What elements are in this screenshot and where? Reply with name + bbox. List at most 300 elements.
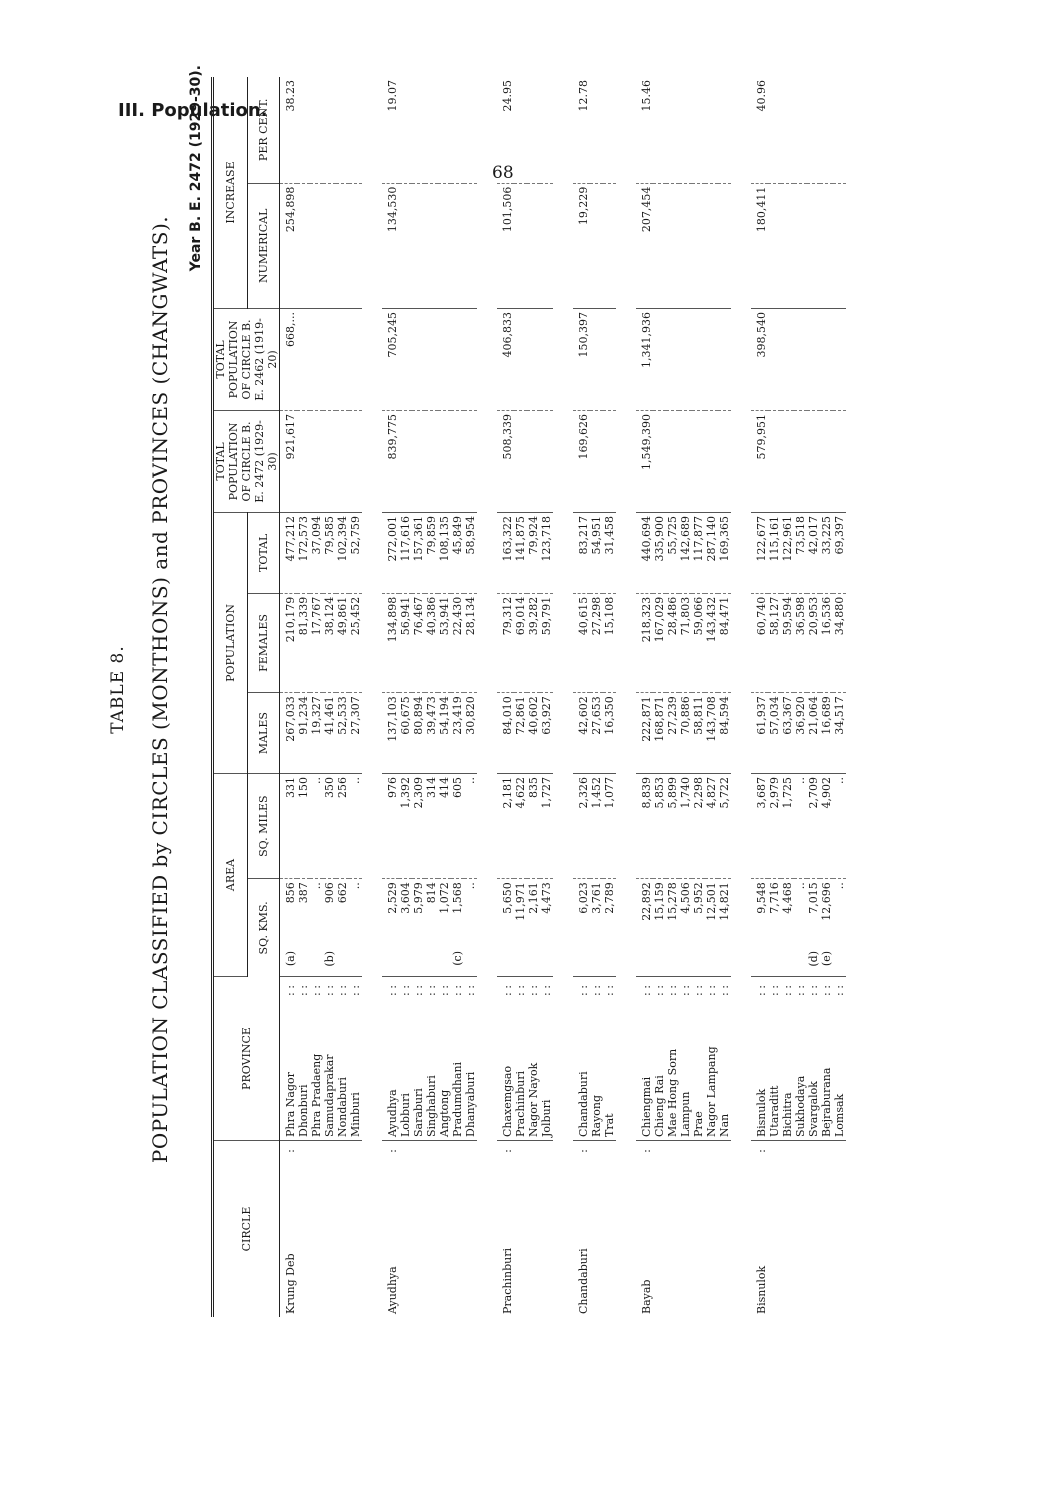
leader-dots: : : — [807, 985, 820, 996]
footnote-mark — [653, 948, 666, 977]
population-males: 60,675 — [399, 693, 412, 774]
province-name: Prae — [692, 999, 705, 1141]
area-sq-kms: .. — [794, 882, 807, 890]
footnote-mark — [310, 948, 323, 977]
increase-numerical: 134,530 — [382, 183, 477, 308]
area-sq-kms: 1,072 — [438, 882, 451, 914]
province-name: Chieng Rai — [653, 999, 666, 1141]
footnote-mark — [464, 948, 477, 977]
leader-dots: : : — [679, 985, 692, 996]
population-females: 15,108 — [603, 593, 616, 693]
area-sq-miles: .. — [349, 773, 362, 878]
increase-per-cent: 24.95 — [497, 77, 553, 183]
population-males: 39,473 — [425, 693, 438, 774]
population-females: 81,339 — [297, 593, 310, 693]
table-row — [636, 77, 653, 1317]
population-males: 168,871 — [653, 693, 666, 774]
leader-dots: : — [386, 1149, 399, 1153]
population-females: 79,312 — [497, 593, 514, 693]
circle-total-2462: 668,... — [280, 308, 363, 410]
header-per-cent: PER CENT. — [247, 77, 279, 183]
increase-per-cent: 12.78 — [573, 77, 616, 183]
leader-dots: : : — [349, 985, 362, 996]
province-name: Minburi — [349, 999, 362, 1141]
area-sq-miles: 976 — [382, 773, 399, 878]
population-total: 115,161 — [768, 512, 781, 593]
area-sq-kms: 14,821 — [718, 882, 731, 921]
population-males: 40,602 — [527, 693, 540, 774]
area-sq-kms: 7,015 — [807, 882, 820, 914]
area-sq-miles: .. — [464, 773, 477, 878]
header-total: TOTAL — [247, 512, 279, 593]
province-name: Rayong — [590, 999, 603, 1141]
area-sq-kms: 5,650 — [501, 882, 514, 914]
circle-name: Krung Deb — [284, 1253, 297, 1314]
population-total: 123,718 — [540, 512, 553, 593]
population-males: 137,103 — [382, 693, 399, 774]
area-sq-miles: 2,309 — [412, 773, 425, 878]
province-name: Trat — [603, 999, 616, 1141]
leader-dots: : : — [310, 985, 323, 996]
circle-total-2462: 150,397 — [573, 308, 616, 410]
population-total: 141,875 — [514, 512, 527, 593]
group-separator — [731, 77, 751, 1317]
area-sq-kms: 4,468 — [781, 882, 794, 914]
header-increase: INCREASE — [213, 77, 248, 308]
population-males: 63,927 — [540, 693, 553, 774]
footnote-mark — [636, 948, 653, 977]
population-total: 54,951 — [590, 512, 603, 593]
population-females: 69,014 — [514, 593, 527, 693]
area-sq-miles: 605 — [451, 773, 464, 878]
population-males: 222,871 — [636, 693, 653, 774]
leader-dots: : : — [603, 985, 616, 996]
population-females: 84,471 — [718, 593, 731, 693]
header-sq-miles: SQ. MILES — [247, 773, 279, 878]
area-sq-miles: 4,902 — [820, 773, 833, 878]
province-name: Ayudhya — [382, 999, 399, 1141]
area-sq-miles: 350 — [323, 773, 336, 878]
population-females: 59,594 — [781, 593, 794, 693]
population-females: 39,282 — [527, 593, 540, 693]
leader-dots: : : — [451, 985, 464, 996]
footnote-mark — [349, 948, 362, 977]
population-total: 52,759 — [349, 512, 362, 593]
province-name: Nagor Nayok — [527, 999, 540, 1141]
footnote-mark — [336, 948, 349, 977]
province-name: Nagor Lampang — [705, 999, 718, 1141]
footnote-mark — [540, 948, 553, 977]
table-row — [280, 77, 298, 1317]
area-sq-kms: 662 — [336, 882, 349, 904]
area-sq-kms: 2,789 — [603, 882, 616, 914]
circle-total-2462: 398,540 — [751, 308, 846, 410]
rotated-table-block — [103, 57, 903, 1322]
province-name: Singhaburi — [425, 999, 438, 1141]
population-females: 60,740 — [751, 593, 768, 693]
year-note: Year B. E. 2472 (1929-30). — [188, 65, 204, 272]
population-males: 16,689 — [820, 693, 833, 774]
province-name: Phra Nagor — [280, 999, 298, 1141]
leader-dots: : : — [794, 985, 807, 996]
area-sq-kms: 9,548 — [755, 882, 768, 914]
circle-total-2462: 1,341,936 — [636, 308, 731, 410]
province-name: Samudaprakar — [323, 999, 336, 1141]
population-females: 28,134 — [464, 593, 477, 693]
footnote-mark — [573, 948, 590, 977]
population-males: 58,811 — [692, 693, 705, 774]
leader-dots: : : — [297, 985, 310, 996]
footnote-mark — [603, 948, 616, 977]
header-area: AREA — [213, 773, 248, 976]
leader-dots: : : — [284, 985, 297, 996]
header-province: PROVINCE — [213, 977, 280, 1141]
province-name: Chiengmai — [636, 999, 653, 1141]
increase-numerical: 180,411 — [751, 183, 846, 308]
area-sq-miles: 1,452 — [590, 773, 603, 878]
footnote-mark — [514, 948, 527, 977]
population-males: 143,708 — [705, 693, 718, 774]
population-females: 134,898 — [382, 593, 399, 693]
leader-dots: : : — [577, 985, 590, 996]
header-females: FEMALES — [247, 593, 279, 693]
population-total: 45,849 — [451, 512, 464, 593]
population-females: 56,941 — [399, 593, 412, 693]
area-sq-miles: 2,181 — [497, 773, 514, 878]
province-name: Dhonburi — [297, 999, 310, 1141]
circle-total-2472: 921,617 — [280, 410, 363, 512]
province-name: Bejraburana — [820, 999, 833, 1141]
population-total: 33,225 — [820, 512, 833, 593]
population-total: 69,397 — [833, 512, 846, 593]
population-females: 59,791 — [540, 593, 553, 693]
area-sq-miles: 2,326 — [573, 773, 590, 878]
population-females: 40,615 — [573, 593, 590, 693]
leader-dots: : : — [527, 985, 540, 996]
header-population: POPULATION — [213, 512, 248, 773]
leader-dots: : — [284, 1149, 297, 1153]
circle-name: Bayab — [640, 1279, 653, 1314]
leader-dots: : : — [820, 985, 833, 996]
leader-dots: : : — [692, 985, 705, 996]
circle-name: Bisnulok — [755, 1265, 768, 1314]
population-females: 16,536 — [820, 593, 833, 693]
footnote-mark — [692, 948, 705, 977]
population-males: 91,234 — [297, 693, 310, 774]
population-females: 40,386 — [425, 593, 438, 693]
province-name: Sukhodaya — [794, 999, 807, 1141]
leader-dots: : : — [514, 985, 527, 996]
population-males: 27,307 — [349, 693, 362, 774]
population-males: 70,886 — [679, 693, 692, 774]
footnote-mark — [297, 948, 310, 977]
leader-dots: : : — [833, 985, 846, 996]
population-males: 34,517 — [833, 693, 846, 774]
leader-dots: : : — [768, 985, 781, 996]
area-sq-miles: 835 — [527, 773, 540, 878]
population-males: 36,920 — [794, 693, 807, 774]
group-separator — [362, 77, 382, 1317]
footnote-mark — [794, 948, 807, 977]
population-females: 20,953 — [807, 593, 820, 693]
area-sq-miles: 4,622 — [514, 773, 527, 878]
population-total: 102,394 — [336, 512, 349, 593]
area-sq-miles: 8,839 — [636, 773, 653, 878]
separator-cell — [731, 77, 751, 1317]
province-name: Svargalok — [807, 999, 820, 1141]
population-males: 41,461 — [323, 693, 336, 774]
leader-dots: : : — [781, 985, 794, 996]
area-sq-miles: 1,727 — [540, 773, 553, 878]
area-sq-miles: 1,077 — [603, 773, 616, 878]
province-name: Utaraditt — [768, 999, 781, 1141]
province-name: Pradumdhani — [451, 999, 464, 1141]
population-males: 27,239 — [666, 693, 679, 774]
footnote-mark — [666, 948, 679, 977]
area-sq-kms: .. — [310, 882, 323, 890]
population-total: 287,140 — [705, 512, 718, 593]
footnote-mark — [425, 948, 438, 977]
table-row — [497, 77, 514, 1317]
population-males: 72,861 — [514, 693, 527, 774]
province-name: Nan — [718, 999, 731, 1141]
footnote-mark: (d) — [807, 948, 820, 977]
footnote-mark — [705, 948, 718, 977]
area-sq-kms: 856 — [284, 882, 297, 904]
group-separator — [477, 77, 497, 1317]
population-males: 84,594 — [718, 693, 731, 774]
population-total: 42,017 — [807, 512, 820, 593]
footnote-mark — [833, 948, 846, 977]
population-males: 30,820 — [464, 693, 477, 774]
header-males: MALES — [247, 693, 279, 774]
increase-per-cent: 19.07 — [382, 77, 477, 183]
population-total: 122,677 — [751, 512, 768, 593]
population-females: 36,598 — [794, 593, 807, 693]
footnote-mark — [527, 948, 540, 977]
population-total: 157,361 — [412, 512, 425, 593]
population-males: 42,602 — [573, 693, 590, 774]
area-sq-kms: 12,696 — [820, 882, 833, 921]
circle-total-2472: 839,775 — [382, 410, 477, 512]
footnote-mark — [438, 948, 451, 977]
leader-dots: : : — [590, 985, 603, 996]
table-row — [751, 77, 768, 1317]
table-title: POPULATION CLASSIFIED by CIRCLES (MONTHONS) and PROVINCES (CHANGWATS). — [148, 215, 172, 1164]
population-males: 27,653 — [590, 693, 603, 774]
area-sq-kms: 1,568 — [451, 882, 464, 914]
area-sq-miles: 3,687 — [751, 773, 768, 878]
population-males: 52,533 — [336, 693, 349, 774]
circle-total-2472: 508,339 — [497, 410, 553, 512]
leader-dots: : : — [540, 985, 553, 996]
circle-total-2462: 406,833 — [497, 308, 553, 410]
group-separator — [616, 77, 636, 1317]
circle-name: Prachinburi — [501, 1248, 514, 1314]
footnote-mark — [751, 948, 768, 977]
area-sq-kms: 15,159 — [653, 882, 666, 921]
area-sq-kms: 15,278 — [666, 882, 679, 921]
population-females: 22,430 — [451, 593, 464, 693]
footnote-mark: (a) — [280, 948, 298, 977]
leader-dots: : : — [412, 985, 425, 996]
footnote-mark — [718, 948, 731, 977]
header-circle: CIRCLE — [213, 1141, 280, 1318]
province-name: Dhanyaburi — [464, 999, 477, 1141]
population-total: 83,217 — [573, 512, 590, 593]
table-row — [382, 77, 399, 1317]
header-total-2472: TOTAL POPULATION OF CIRCLE B. E. 2472 (1929-30) — [213, 410, 280, 512]
leader-dots: : : — [705, 985, 718, 996]
area-sq-miles: 4,827 — [705, 773, 718, 878]
increase-numerical: 207,454 — [636, 183, 731, 308]
population-females: 27,298 — [590, 593, 603, 693]
area-sq-kms: 3,604 — [399, 882, 412, 914]
population-males: 57,034 — [768, 693, 781, 774]
area-sq-kms: 7,716 — [768, 882, 781, 914]
area-sq-kms: .. — [349, 882, 362, 890]
table-row — [573, 77, 590, 1317]
footnote-mark — [679, 948, 692, 977]
circle-total-2472: 1,549,390 — [636, 410, 731, 512]
leader-dots: : — [640, 1149, 653, 1153]
population-females: 34,880 — [833, 593, 846, 693]
population-total: 79,859 — [425, 512, 438, 593]
province-name: Chandaburi — [573, 999, 590, 1141]
area-sq-miles: 5,853 — [653, 773, 666, 878]
leader-dots: : : — [438, 985, 451, 996]
population-males: 21,064 — [807, 693, 820, 774]
area-sq-miles: 1,725 — [781, 773, 794, 878]
circle-name: Chandaburi — [577, 1248, 590, 1314]
table-body — [280, 77, 847, 1317]
population-total: 163,322 — [497, 512, 514, 593]
footnote-mark — [781, 948, 794, 977]
area-sq-miles: 1,392 — [399, 773, 412, 878]
area-sq-kms: 3,761 — [590, 882, 603, 914]
leader-dots: : : — [425, 985, 438, 996]
province-name: Prachinburi — [514, 999, 527, 1141]
area-sq-kms: 6,023 — [577, 882, 590, 914]
leader-dots: : : — [464, 985, 477, 996]
province-name: Lobburi — [399, 999, 412, 1141]
footnote-mark — [412, 948, 425, 977]
leader-dots: : : — [501, 985, 514, 996]
leader-dots: : : — [755, 985, 768, 996]
population-females: 71,803 — [679, 593, 692, 693]
increase-numerical: 19,229 — [573, 183, 616, 308]
population-females: 143,432 — [705, 593, 718, 693]
leader-dots: : : — [666, 985, 679, 996]
population-total: 58,954 — [464, 512, 477, 593]
population-females: 28,486 — [666, 593, 679, 693]
footnote-mark: (c) — [451, 948, 464, 977]
section-title: III. Population. — [118, 100, 268, 121]
leader-dots: : : — [336, 985, 349, 996]
population-females: 58,127 — [768, 593, 781, 693]
population-females: 76,467 — [412, 593, 425, 693]
population-total: 37,094 — [310, 512, 323, 593]
separator-cell — [616, 77, 636, 1317]
header-total-2462: TOTAL POPULATION OF CIRCLE B. E. 2462 (1919-20) — [213, 308, 280, 410]
population-males: 80,894 — [412, 693, 425, 774]
population-males: 16,350 — [603, 693, 616, 774]
province-name: Lampun — [679, 999, 692, 1141]
population-females: 167,029 — [653, 593, 666, 693]
area-sq-miles: 1,740 — [679, 773, 692, 878]
area-sq-kms: 12,501 — [705, 882, 718, 921]
population-females: 38,124 — [323, 593, 336, 693]
area-sq-miles: 2,979 — [768, 773, 781, 878]
circle-total-2462: 705,245 — [382, 308, 477, 410]
area-sq-miles: 314 — [425, 773, 438, 878]
increase-per-cent: 38.23 — [280, 77, 363, 183]
footnote-mark — [399, 948, 412, 977]
table-number: TABLE 8. — [108, 645, 128, 734]
population-total: 142,689 — [679, 512, 692, 593]
province-name: Jolburi — [540, 999, 553, 1141]
population-females: 25,452 — [349, 593, 362, 693]
area-sq-kms: 2,161 — [527, 882, 540, 914]
population-total: 172,573 — [297, 512, 310, 593]
area-sq-kms: 814 — [425, 882, 438, 904]
population-total: 272,001 — [382, 512, 399, 593]
province-name: Bisnulok — [751, 999, 768, 1141]
footnote-mark — [497, 948, 514, 977]
province-name: Chaxemgsao — [497, 999, 514, 1141]
header-sq-kms: SQ. KMS. — [247, 879, 279, 977]
population-females: 210,179 — [280, 593, 298, 693]
footnote-mark: (b) — [323, 948, 336, 977]
area-sq-miles: .. — [833, 773, 846, 878]
population-total: 79,924 — [527, 512, 540, 593]
province-name: Nondaburi — [336, 999, 349, 1141]
population-total: 73,518 — [794, 512, 807, 593]
population-females: 49,861 — [336, 593, 349, 693]
increase-numerical: 101,506 — [497, 183, 553, 308]
leader-dots: : : — [653, 985, 666, 996]
population-males: 23,419 — [451, 693, 464, 774]
area-sq-miles: 150 — [297, 773, 310, 878]
area-sq-kms: 906 — [323, 882, 336, 904]
page-number: 68 — [492, 163, 514, 183]
area-sq-kms: 2,529 — [386, 882, 399, 914]
leader-dots: : — [755, 1149, 768, 1153]
separator-cell — [362, 77, 382, 1317]
area-sq-kms: 5,952 — [692, 882, 705, 914]
area-sq-kms: 22,892 — [640, 882, 653, 921]
circle-name: Ayudhya — [386, 1266, 399, 1314]
increase-per-cent: 40.96 — [751, 77, 846, 183]
population-total: 55,725 — [666, 512, 679, 593]
leader-dots: : : — [399, 985, 412, 996]
area-sq-miles: 256 — [336, 773, 349, 878]
leader-dots: : — [501, 1149, 514, 1153]
area-sq-miles: 414 — [438, 773, 451, 878]
population-total: 31,458 — [603, 512, 616, 593]
increase-per-cent: 15.46 — [636, 77, 731, 183]
area-sq-kms: 4,506 — [679, 882, 692, 914]
leader-dots: : — [577, 1149, 590, 1153]
population-males: 19,327 — [310, 693, 323, 774]
footnote-mark — [382, 948, 399, 977]
footnote-mark — [768, 948, 781, 977]
population-total: 477,212 — [280, 512, 298, 593]
increase-numerical: 254,898 — [280, 183, 363, 308]
area-sq-miles: .. — [794, 773, 807, 878]
population-males: 267,033 — [280, 693, 298, 774]
footnote-mark — [590, 948, 603, 977]
